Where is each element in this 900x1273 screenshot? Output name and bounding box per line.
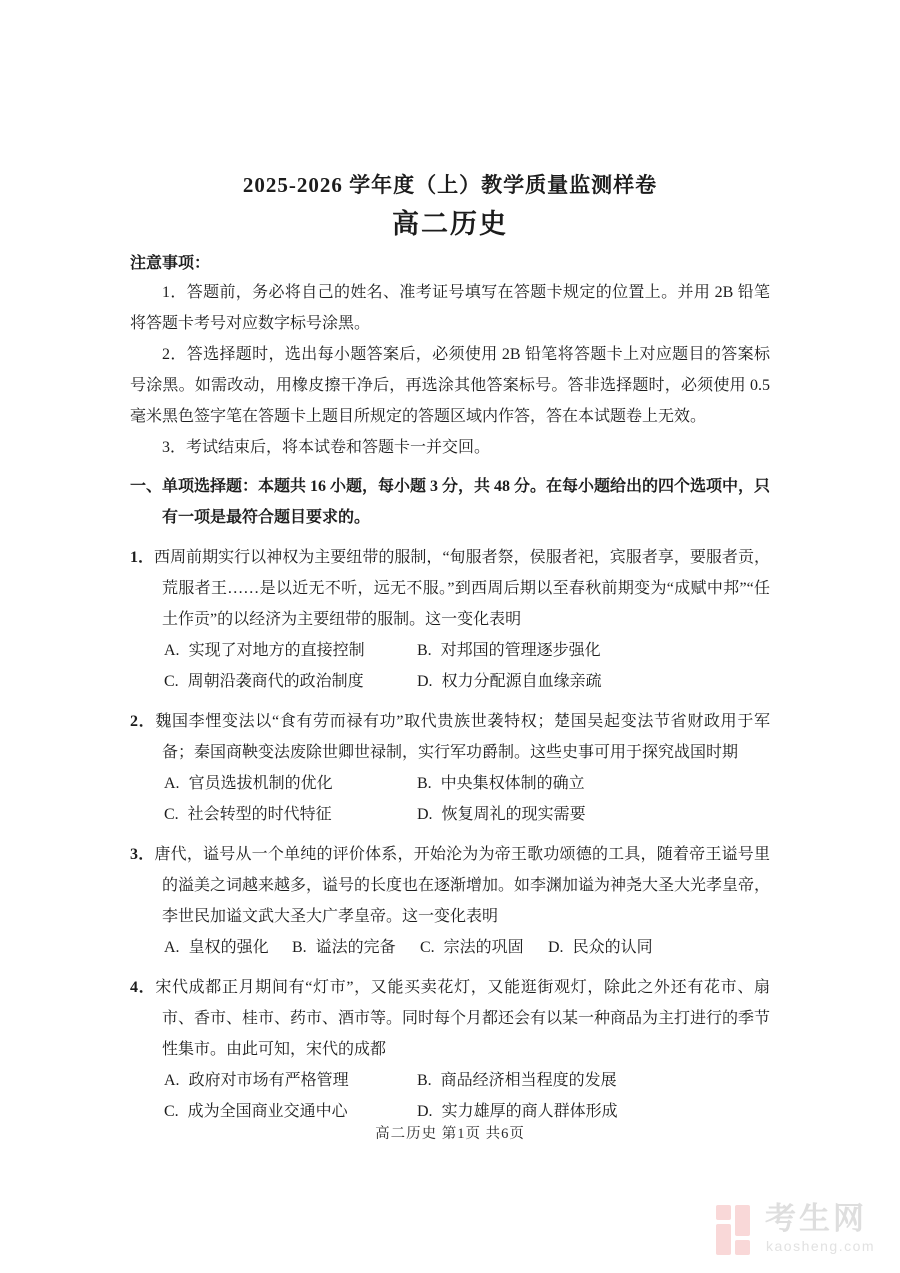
- question-1-number: 1．: [130, 549, 155, 566]
- question-4-option-d: D. 实力雄厚的商人群体形成: [417, 1103, 618, 1120]
- question-1: [130, 542, 770, 697]
- question-2: [130, 706, 770, 830]
- notice-heading: 注意事项：: [130, 255, 211, 272]
- logo-block: [735, 1240, 750, 1255]
- logo-block: [735, 1205, 750, 1236]
- question-4-number: 4．: [130, 979, 156, 996]
- watermark-site-url: kaosheng.com: [766, 1238, 876, 1254]
- question-1-text: 西周前期实行以神权为主要纽带的服制，“甸服者祭，侯服者祀，宾服者享，要服者贡，荒服者王……是以近无不听，远无不服。”到西周后期以至春秋前期变为“成赋中邦”“任土作贡”的以经济为主要纽带的服制。这一变化表明: [154, 549, 770, 628]
- question-2-option-a: A. 官员选拔机制的优化: [164, 775, 333, 792]
- question-2-stem: [130, 706, 770, 768]
- question-2-option-d: D. 恢复周礼的现实需要: [417, 806, 586, 823]
- question-1-stem: [130, 542, 770, 635]
- question-2-text: 魏国李悝变法以“食有劳而禄有功”取代贵族世袭特权；楚国吴起变法节省财政用于军备；秦国商鞅变法废除世卿世禄制，实行军功爵制。这些史事可用于探究战国时期: [155, 713, 770, 761]
- notice-item-2: 2．答选择题时，选出每小题答案后，必须使用 2B 铅笔将答题卡上对应题目的答案标号涂黑。如需改动，用橡皮擦干净后，再选涂其他答案标号。答非选择题时，必须使用 0.5 毫米黑色签字笔在答题卡上题目所规定的答题区域内作答，答在本试题卷上无效。: [130, 346, 770, 425]
- question-3-option-b: B. 谥法的完备: [292, 939, 396, 956]
- paper-title: 2025-2026 学年度（上）教学质量监测样卷: [242, 173, 658, 197]
- notice-item-1: 1．答题前，务必将自己的姓名、准考证号填写在答题卡规定的位置上。并用 2B 铅笔将答题卡考号对应数字标号涂黑。: [130, 284, 770, 332]
- kaosheng-watermark: [710, 1202, 880, 1264]
- question-3-option-a: A. 皇权的强化: [164, 939, 269, 956]
- question-3-option-c: C. 宗法的巩固: [420, 939, 524, 956]
- question-1-option-c: C. 周朝沿袭商代的政治制度: [164, 673, 364, 690]
- question-2-option-b: B. 中央集权体制的确立: [417, 775, 585, 792]
- question-4-option-b: B. 商品经济相当程度的发展: [417, 1072, 617, 1089]
- question-1-option-d: D. 权力分配源自血缘亲疏: [417, 673, 602, 690]
- question-1-option-b: B. 对邦国的管理逐步强化: [417, 642, 601, 659]
- question-4-options: [130, 1065, 770, 1127]
- question-3: [130, 839, 770, 963]
- question-3-stem: [130, 839, 770, 932]
- question-2-option-c: C. 社会转型的时代特征: [164, 806, 332, 823]
- notice-item-3: 3．考试结束后，将本试卷和答题卡一并交回。: [162, 439, 491, 456]
- question-4-option-a: A. 政府对市场有严格管理: [164, 1072, 349, 1089]
- paper-subtitle: 高二历史: [392, 209, 508, 239]
- exam-content: [130, 170, 770, 1127]
- page-footer: 高二历史 第1页 共6页: [375, 1126, 525, 1142]
- question-4: [130, 972, 770, 1127]
- question-4-stem: [130, 972, 770, 1065]
- question-3-text: 唐代，谥号从一个单纯的评价体系，开始沦为为帝王歌功颂德的工具，随着帝王谥号里的溢美之词越来越多，谥号的长度也在逐渐增加。如李渊加谥为神尧大圣大光孝皇帝，李世民加谥文武大圣大广孝皇帝。这一变化表明: [154, 846, 771, 925]
- question-1-option-a: A. 实现了对地方的直接控制: [164, 642, 365, 659]
- question-4-text: 宋代成都正月期间有“灯市”，又能买卖花灯，又能逛街观灯，除此之外还有花市、扇市、香市、桂市、药市、酒市等。同时每个月都还会有以某一种商品为主打进行的季节性集市。由此可知，宋代的成都: [155, 979, 771, 1058]
- question-3-number: 3．: [130, 846, 155, 863]
- question-3-option-d: D. 民众的认同: [548, 939, 653, 956]
- logo-block: [716, 1224, 731, 1255]
- question-4-option-c: C. 成为全国商业交通中心: [164, 1103, 348, 1120]
- question-2-options: [130, 768, 770, 830]
- section-header: 一、单项选择题：本题共 16 小题，每小题 3 分，共 48 分。在每小题给出的四个选项中，只有一项是最符合题目要求的。: [130, 478, 771, 526]
- kaosheng-logo-icon: [710, 1202, 756, 1258]
- question-3-options: [130, 932, 770, 963]
- watermark-site-name: 考生网: [765, 1201, 867, 1236]
- question-1-options: [130, 635, 770, 697]
- logo-block: [716, 1205, 731, 1220]
- question-2-number: 2．: [130, 713, 156, 730]
